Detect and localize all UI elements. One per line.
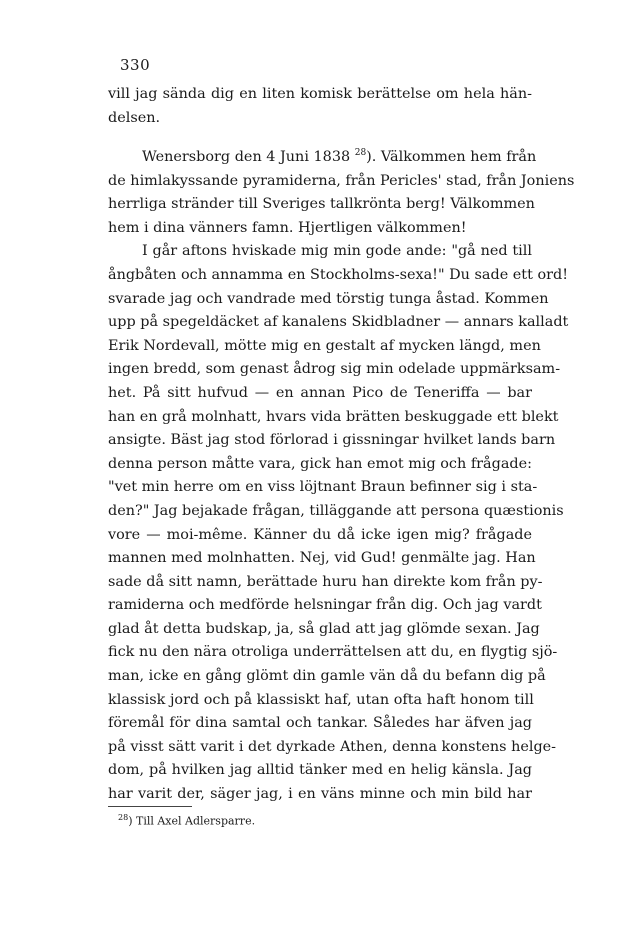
text-line: herrliga stränder till Sveriges tallkrönta berg! Välkommen (108, 196, 535, 213)
text-line: de himlakyssande pyramiderna, från Pericles' stad, från Joniens (108, 172, 575, 189)
text-line: Erik Nordevall, mötte mig en gestalt af mycken längd, men (108, 337, 541, 354)
text-line: I går aftons hviskade mig min gode ande: "gå ned till (142, 243, 532, 260)
text-line: han en grå molnhatt, hvars vida brätten beskuggade ett blekt (108, 408, 559, 425)
text-line: "vet min herre om en viss löjtnant Braun befinner sig i sta- (108, 479, 538, 496)
letter-dateline: Wenersborg den 4 Juni 1838 (142, 149, 351, 165)
text-line: den?" Jag bejakade frågan, tilläggande att persona quæstionis (108, 502, 564, 519)
text-line: denna person måtte vara, gick han emot mig och frågade: (108, 455, 532, 472)
footnote-text: ) Till Axel Adlersparre. (128, 814, 256, 828)
intro-paragraph (108, 83, 532, 130)
text-line: mannen med molnhatten. Nej, vid Gud! genmälte jag. Han (108, 550, 536, 567)
text-line: föremål för dina samtal och tankar. Således har äfven jag (108, 715, 532, 732)
text-line: vill jag sända dig en liten komisk berättelse om hela hän- (108, 86, 532, 102)
letter-dateline-tail: ). Välkommen hem från (366, 149, 537, 165)
text-line: sade då sitt namn, berättade huru han direkte kom från py- (108, 573, 543, 590)
text-line: ramiderna och medförde helsningar från dig. Och jag vardt (108, 597, 542, 614)
text-line: har varit der, säger jag, i en väns minne och min bild har (108, 786, 532, 803)
text-line: upp på spegeldäcket af kanalens Skidbladner — annars kalladt (108, 314, 569, 331)
text-line: man, icke en gång glömt din gamle vän då du befann dig på (108, 668, 546, 685)
text-line: svarade jag och vandrade med törstig tunga åstad. Kommen (108, 290, 549, 307)
footnote-reference: 28 (354, 148, 367, 159)
letter-heading-line (108, 146, 537, 170)
text-line: ångbåten och annamma en Stockholms-sexa!" Du sade ett ord! (108, 266, 568, 283)
text-line: dom, på hvilken jag alltid tänker med en helig känsla. Jag (108, 762, 532, 779)
page-number: 330 (120, 56, 151, 74)
text-line: glad åt detta budskap, ja, så glad att jag glömde sexan. Jag (108, 620, 540, 637)
text-line: het. På sitt hufvud — en annan Pico de Teneriffa — bar (108, 384, 532, 401)
text-line: vore — moi-même. Känner du då icke igen mig? frågade (108, 526, 532, 543)
footnote-marker: 28 (118, 813, 129, 822)
text-line: klassisk jord och på klassiskt haf, utan ofta haft honom till (108, 691, 534, 708)
text-line: på visst sätt varit i det dyrkade Athen, denna konstens helge- (108, 738, 557, 755)
footnote (118, 810, 255, 830)
letter-body (108, 146, 575, 807)
text-line: ansigte. Bäst jag stod förlorad i gissningar hvilket lands barn (108, 432, 556, 449)
text-line: ingen bredd, som genast ådrog sig min odelade uppmärksam- (108, 361, 561, 378)
text-line: delsen. (108, 109, 161, 126)
footnote-divider (108, 806, 192, 807)
text-line: hem i dina vänners famn. Hjertligen välkommen! (108, 219, 467, 236)
text-line: fick nu den nära otroliga underrättelsen att du, en flygtig sjö- (108, 644, 558, 661)
